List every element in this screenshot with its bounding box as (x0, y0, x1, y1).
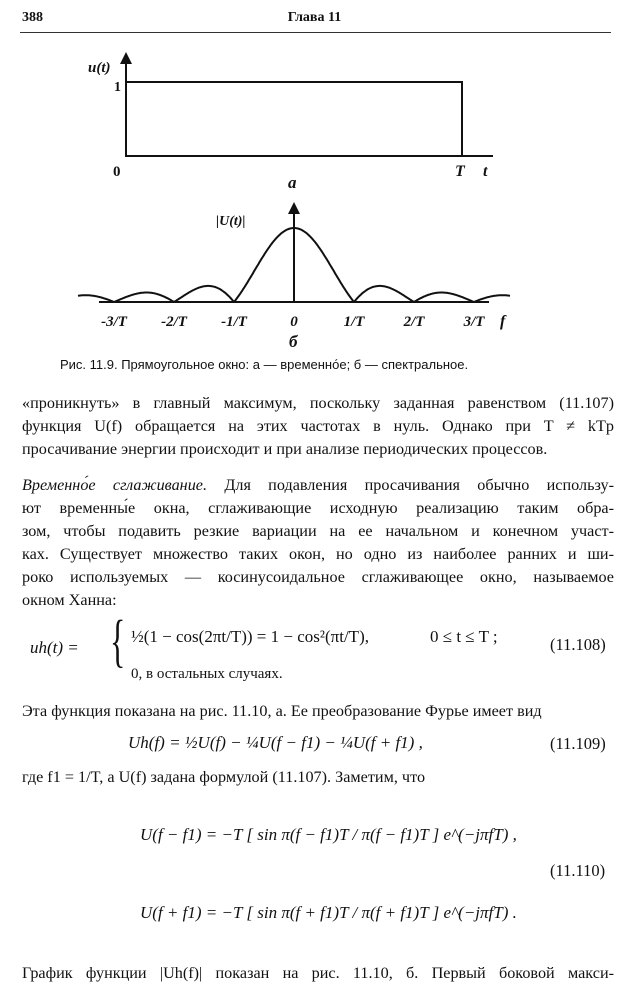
panel-a-ytick: 1 (114, 80, 121, 95)
panel-a-xlabel: t (483, 163, 488, 180)
p2-line-3: зом, чтобы подавить резкие вариации на ее начальном и конечном участ- (22, 522, 614, 540)
eq108-cond1: 0 ≤ t ≤ T ; (430, 627, 498, 646)
panel-b-ylabel: |U(t)| (216, 214, 246, 229)
p5-line: График функции |Uh(f)| показан на рис. 11.10, б. Первый боковой макси- (22, 964, 614, 982)
p1-line-1: «проникнуть» в главный максимум, поскольку заданная равенством (11.107) (22, 394, 614, 412)
panel-b-tick-label: 2/T (403, 314, 425, 330)
eq108-number: (11.108) (550, 635, 606, 654)
panel-b-tick-label: 1/T (343, 314, 365, 330)
p4-line: где f1 = 1/T, а U(f) задана формулой (11.107). Заметим, что (22, 768, 426, 786)
eq108-brace: { (110, 608, 126, 673)
panel-a (88, 58, 493, 192)
panel-a-ylabel: u(t) (88, 60, 111, 76)
panel-b-tick-labels (101, 314, 485, 330)
p1-line-3: просачивание энергии происходит и при анализе периодических процессов. (22, 440, 548, 458)
p2-line-1 (22, 474, 614, 497)
eq109-number: (11.109) (550, 734, 606, 753)
eq108-case2: 0, в остальных случаях. (131, 666, 283, 682)
panel-b-tick-label: -1/T (221, 314, 247, 330)
eq108-lhs: uh(t) = (30, 638, 79, 657)
p2-line-6: окном Ханна: (22, 591, 117, 609)
paragraph-3 (22, 700, 614, 723)
rect-window-curve (126, 82, 462, 156)
equation-11-110a: U(f − f1) = −T [ sin π(f − f1)T / π(f − f1)T ] e^(−jπfT) , (140, 825, 517, 844)
paragraph-1 (22, 392, 614, 461)
p2-line-1-text: Для подавления просачивания обычно использу- (224, 476, 614, 494)
p2-title: Временно́е сглаживание. (22, 476, 208, 494)
chapter-title: Глава 11 (287, 10, 342, 25)
panel-b (78, 208, 510, 351)
p2-line-4: ках. Существует множество таких окон, но одно из наиболее ранних и ши- (22, 545, 614, 563)
panel-b-xlabel: f (500, 313, 506, 330)
paragraph-2 (22, 474, 614, 612)
figure-caption: Рис. 11.9. Прямоугольное окно: а — временно́е; б — спектральное. (60, 357, 469, 372)
panel-b-tick-label: 0 (290, 314, 298, 330)
paragraph-4 (22, 766, 614, 789)
panel-b-tick-label: -3/T (101, 314, 127, 330)
p2-line-2: ют временны́е окна, сглаживающие исходную реализацию таким обра- (22, 499, 614, 517)
equation-11-110b: U(f + f1) = −T [ sin π(f + f1)T / π(f + f1)T ] e^(−jπfT) . (140, 903, 517, 922)
eq108-case1: ½(1 − cos(2πt/T)) = 1 − cos²(πt/T), (131, 627, 369, 646)
p3-line: Эта функция показана на рис. 11.10, а. Ее преобразование Фурье имеет вид (22, 702, 542, 720)
panel-b-label: б (289, 332, 298, 351)
page-number: 388 (22, 10, 43, 25)
panel-a-label: а (288, 173, 297, 192)
panel-b-tick-label: -2/T (161, 314, 187, 330)
panel-a-xtick-T: T (455, 163, 465, 180)
panel-b-tick-label: 3/T (463, 314, 485, 330)
figure-11-9 (0, 0, 629, 360)
p1-line-2: функция U(f) обращается на этих частотах в нуль. Однако при T ≠ kTp (22, 417, 614, 435)
p2-line-5: роко используемых — косинусоидальное сглаживающее окно, называемое (22, 568, 614, 586)
equation-11-109: Uh(f) = ½U(f) − ¼U(f − f1) − ¼U(f + f1) , (128, 733, 423, 752)
paragraph-5 (22, 962, 614, 985)
panel-a-origin: 0 (113, 164, 121, 180)
eq110-number: (11.110) (550, 861, 606, 880)
